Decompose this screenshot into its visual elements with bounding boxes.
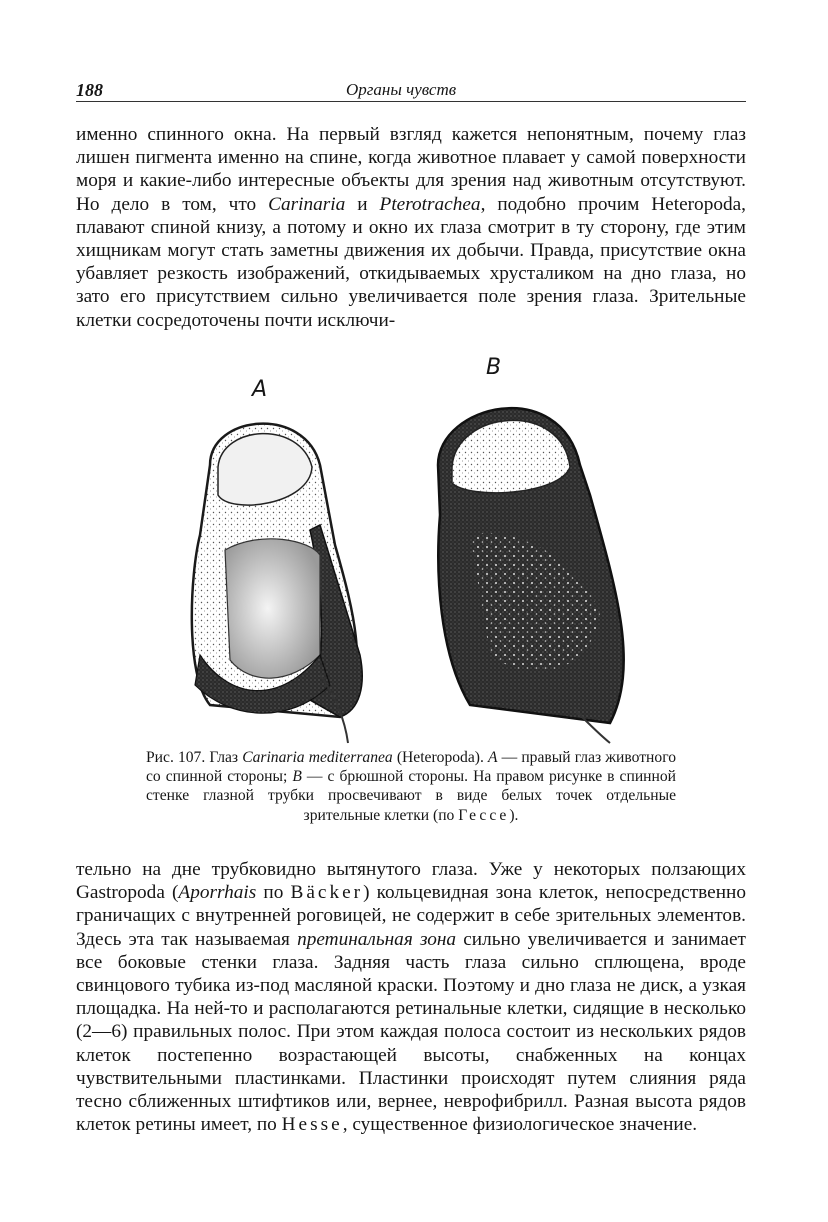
text-run: — с брюшной стороны. На правом рисунке в спинной стенке глазной трубки просвечивают в виде белых точек отдельные зрительные клетки (по xyxy=(146,768,676,824)
header-rule xyxy=(76,101,746,102)
label-ref: A xyxy=(487,749,498,766)
figure-label-b: B xyxy=(486,355,502,380)
eye-drawing-b xyxy=(438,408,624,743)
text-run: и xyxy=(345,193,380,215)
figure-107 xyxy=(170,355,670,745)
figure-caption xyxy=(146,748,676,825)
figure-label-a: A xyxy=(252,377,268,402)
author-name: Гессе xyxy=(458,806,510,824)
term: претинальная зона xyxy=(297,928,457,950)
running-title: Органы чувств xyxy=(346,80,457,99)
text-run: — правый глаз животного со спинной стороны; xyxy=(146,749,677,786)
text-run: по xyxy=(256,882,291,904)
genus-name: Carinaria xyxy=(268,193,346,215)
text-run: , подобно прочим Heteropoda, плавают спиной книзу, а потому и окно их глаза смотрит в ту сторону, где этим хищникам могут стать заметны движения их добычи. Правда, присутствие окна убавляет резкость изображений, откидываемых хрусталиком на дно глаза, но зато его присутствием сильно увеличивается поле зрения глаза. Зрительные клетки сосредоточены почти исключи- xyxy=(76,193,746,331)
page-header xyxy=(76,76,746,102)
text-run: сильно увеличивается и занимает все боковые стенки глаза. Задняя часть глаза сильно сплющена, вроде свинцового тубика из-под масляной краски. Поэтому и дно глаза не диск, а узкая площадка. На ней-то и располагаются ретинальные клетки, сидящие в несколько (2—6) правильных полос. При этом каждая полоса состоит из нескольких рядов клеток постепенно возрастающей высоты, снабженных на концах чувствительными пластинками. Пластинки происходят путем слияния ряда тесно сближенных штифтиков или, вернее, неврофибрилл. Разная высота рядов клеток ретины имеет, по xyxy=(76,928,746,1136)
text-run: именно спинного окна. На первый взгляд кажется непонятным, почему глаз лишен пигмента именно на спине, когда животное плавает у самой поверхности моря и какие-либо интересные объекты для зрения над животным отсутствуют. Но дело в том, что xyxy=(76,124,746,215)
label-ref: B xyxy=(292,768,302,786)
text-run: ). xyxy=(509,806,519,824)
eye-drawing-a xyxy=(192,424,362,743)
genus-name: Aporrhais xyxy=(178,882,257,904)
text-run: (Heteropoda). xyxy=(392,749,488,766)
text-run: , существенное физиологическое значение. xyxy=(342,1114,698,1136)
paragraph-top xyxy=(76,123,746,332)
author-name: Bäcker xyxy=(290,882,364,904)
text-run: Рис. 107. Глаз xyxy=(146,749,243,766)
paragraph-bottom xyxy=(76,858,746,1136)
author-name: Hesse xyxy=(281,1114,343,1136)
species-name: Carinaria mediterranea xyxy=(242,749,393,766)
page-number: 188 xyxy=(76,80,103,100)
text-run: тельно на дне трубковидно вытянутого глаза. Уже у некоторых ползающих Gastropoda ( xyxy=(76,859,746,904)
eye-drawings xyxy=(170,355,670,745)
text-run: ) кольцевидная зона клеток, непосредственно граничащих с внутренней роговицей, не содержит в себе зрительных элементов. Здесь эта так называемая xyxy=(76,882,746,950)
genus-name: Pterotrachea xyxy=(379,193,481,215)
